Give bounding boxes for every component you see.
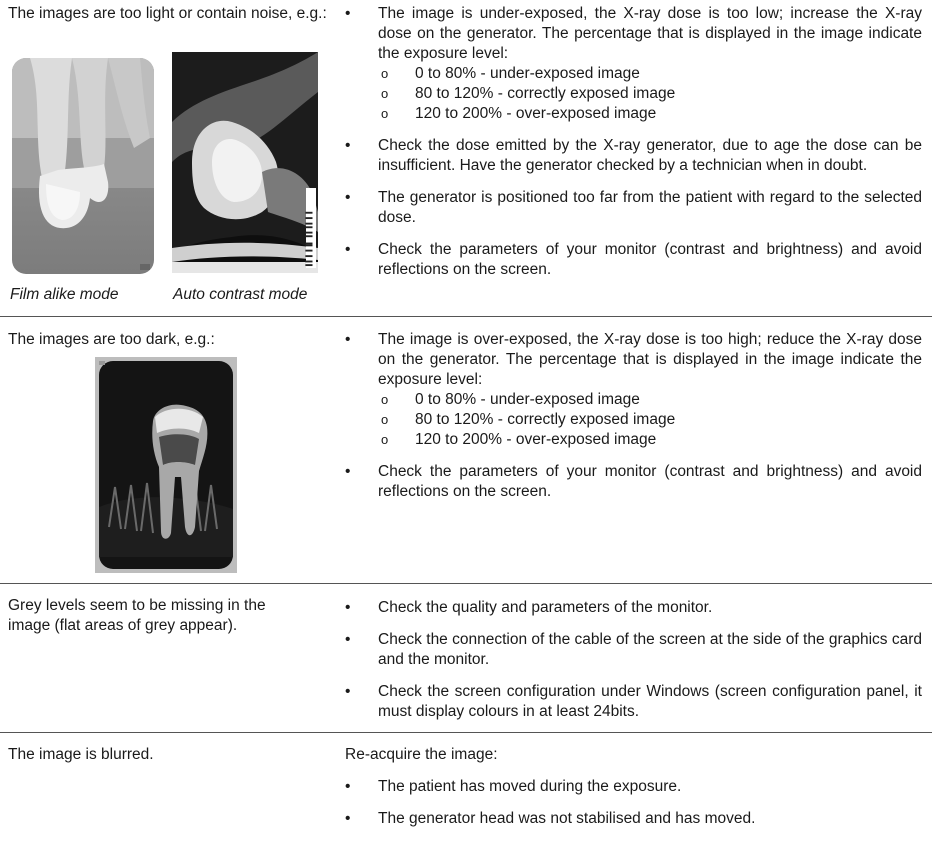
problem-text: The images are too dark, e.g.: (8, 331, 215, 348)
problem-text: The image is blurred. (8, 746, 154, 763)
solution-list (345, 745, 922, 841)
problem-text: The images are too light or contain noise, e.g.: (8, 5, 327, 22)
solution-list (345, 598, 922, 734)
row-too-dark (0, 317, 932, 583)
xray-auto-contrast-image (172, 52, 318, 273)
xray-dark-graphic (95, 357, 237, 573)
row-grey-levels (0, 584, 932, 732)
solution-list (345, 4, 922, 292)
svg-text:▌▌▐ ▌▐▌ ▌▌▐▐ ▌▐: ▌▌▐ ▌▐▌ ▌▌▐▐ ▌▐ (306, 211, 313, 266)
xray-film-alike-graphic (12, 58, 154, 274)
bullet-cable-connection: • Check the connection of the cable of the screen at the side of the graphics card and the monitor. (345, 630, 922, 670)
exposure-level-item: o 0 to 80% - under-exposed image (345, 390, 922, 410)
row-blurred (0, 733, 932, 832)
bullet-generator-moved: • The generator head was not stabilised and has moved. (345, 809, 922, 829)
exposure-level-list (345, 64, 922, 124)
exposure-level-item: o 120 to 200% - over-exposed image (345, 104, 922, 124)
xray-film-alike-image (12, 58, 154, 274)
bullet-over-exposed: • The image is over-exposed, the X-ray dose is too high; reduce the X-ray dose on the generator. The percentage that is displayed in the image indicate the exposure level: o 0 to 80% - under-exposed image o 80 to 120% - correctly exposed image o 120 to 200% - over-exposed image (345, 330, 922, 450)
bullet-under-exposed: • The image is under-exposed, the X-ray dose is too low; increase the X-ray dose on the generator. The percentage that is displayed in the image indicate the exposure level: o 0 to 80% - under-exposed image o 80 to 120% - correctly exposed image o 120 to 200% - over-exposed image (345, 4, 922, 124)
bullet-check-dose: • Check the dose emitted by the X-ray generator, due to age the dose can be insufficient. Have the generator checked by a technician when in doubt. (345, 136, 922, 176)
caption-auto-contrast-mode: Auto contrast mode (173, 286, 308, 303)
bullet-generator-position: • The generator is positioned too far from the patient with regard to the selected dose. (345, 188, 922, 228)
exposure-level-item: o 80 to 120% - correctly exposed image (345, 84, 922, 104)
exposure-level-item: o 120 to 200% - over-exposed image (345, 430, 922, 450)
xray-dark-image (95, 357, 237, 573)
bullet-patient-moved: • The patient has moved during the exposure. (345, 777, 922, 797)
exposure-level-list (345, 390, 922, 450)
bullet-monitor-quality: • Check the quality and parameters of the monitor. (345, 598, 922, 618)
bullet-monitor-parameters: • Check the parameters of your monitor (contrast and brightness) and avoid reflections on the screen. (345, 240, 922, 280)
problem-text: Grey levels seem to be missing in the image (flat areas of grey appear). (8, 597, 266, 634)
reacquire-intro: Re-acquire the image: (345, 746, 498, 763)
exposure-level-item: o 0 to 80% - under-exposed image (345, 64, 922, 84)
row-too-light (0, 0, 932, 316)
exposure-level-item: o 80 to 120% - correctly exposed image (345, 410, 922, 430)
bullet-monitor-parameters: • Check the parameters of your monitor (contrast and brightness) and avoid reflections on the screen. (345, 462, 922, 502)
caption-film-alike-mode: Film alike mode (10, 286, 119, 303)
xray-auto-contrast-graphic (172, 52, 318, 273)
bullet-screen-configuration: • Check the screen configuration under Windows (screen configuration panel, it must display colours in at least 24bits. (345, 682, 922, 722)
solution-list (345, 330, 922, 514)
